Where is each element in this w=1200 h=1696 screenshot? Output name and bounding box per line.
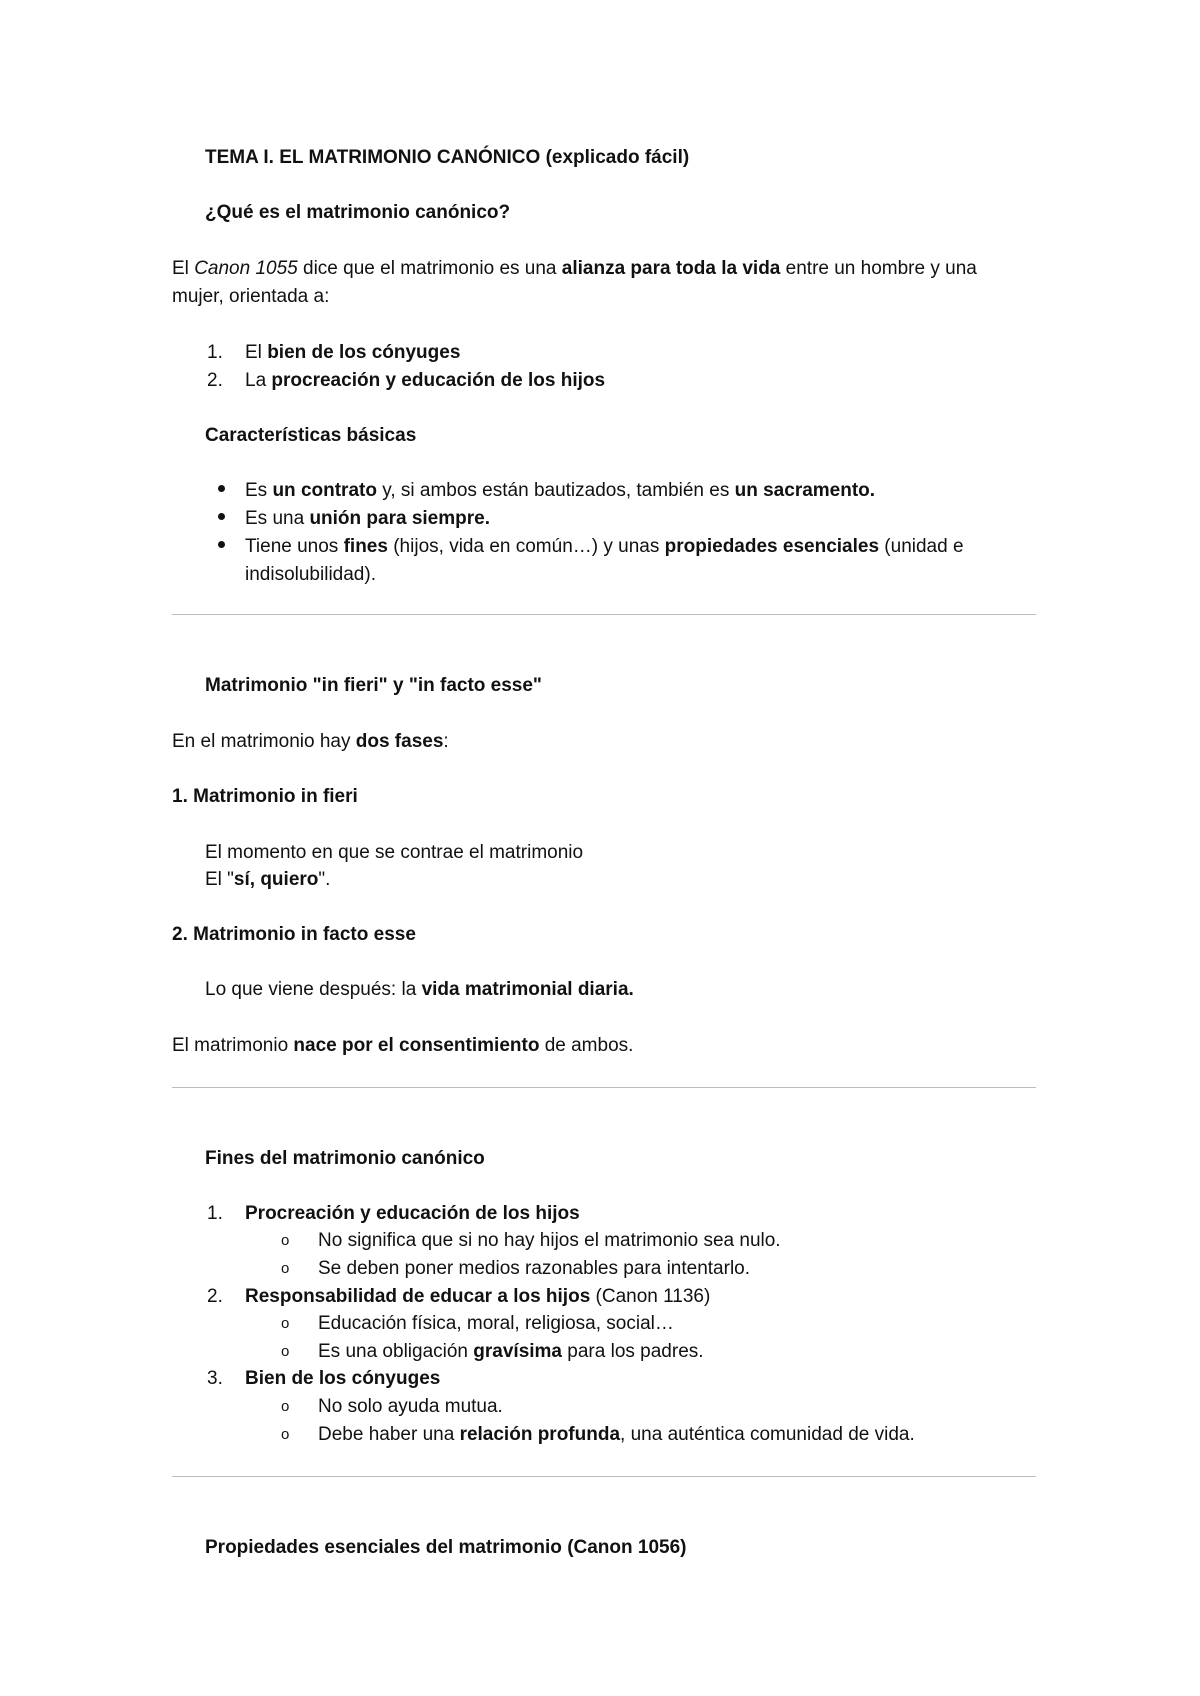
sub-list-item: Se deben poner medios razonables para intentarlo. <box>318 1258 751 1279</box>
bullet-item <box>245 534 964 560</box>
subheading-in-fieri: 1. Matrimonio in fieri <box>172 786 358 807</box>
emphasis: un sacramento. <box>734 480 876 501</box>
text: En el matrimonio hay <box>172 731 356 752</box>
text: Es una <box>245 508 310 529</box>
text: (unidad e <box>879 536 964 557</box>
list-number: 2. <box>207 1286 223 1307</box>
bullet-dot <box>218 541 225 548</box>
text: , una auténtica comunidad de vida. <box>620 1424 915 1445</box>
list-number: 1. <box>207 342 223 363</box>
emphasis: propiedades esenciales <box>664 536 880 557</box>
list-item <box>245 1201 580 1227</box>
section-heading-in-fieri: Matrimonio "in fieri" y "in facto esse" <box>205 675 542 696</box>
emphasis: alianza para toda la vida <box>561 258 781 279</box>
text: (Canon 1136) <box>590 1286 711 1307</box>
text: y, si ambos están bautizados, también es <box>376 480 735 501</box>
emphasis: Bien de los cónyuges <box>245 1368 441 1389</box>
emphasis: dos fases <box>355 731 444 752</box>
list-number: 1. <box>207 1203 223 1224</box>
sub-bullet-marker: o <box>281 1398 290 1415</box>
text: : <box>443 731 449 752</box>
list-item <box>245 1366 440 1392</box>
sub-bullet-marker: o <box>281 1343 290 1360</box>
emphasis: Procreación y educación de los hijos <box>245 1203 580 1224</box>
paragraph-closing <box>172 1033 633 1059</box>
emphasis: gravísima <box>473 1341 563 1362</box>
paragraph-canon-1055 <box>172 256 977 282</box>
sub-list-item: Educación física, moral, religiosa, social… <box>318 1313 674 1334</box>
subheading-in-facto-esse: 2. Matrimonio in facto esse <box>172 924 416 945</box>
paragraph-in-fieri-1: El momento en que se contrae el matrimonio <box>205 842 584 863</box>
text: entre un hombre y una <box>780 258 977 279</box>
sub-list-item <box>318 1422 915 1448</box>
sub-bullet-marker: o <box>281 1260 290 1277</box>
section-heading-propiedades: Propiedades esenciales del matrimonio (Canon 1056) <box>205 1537 687 1558</box>
text: El matrimonio <box>172 1035 294 1056</box>
emphasis: relación profunda <box>459 1424 621 1445</box>
list-number: 3. <box>207 1368 223 1389</box>
sub-list-item: No significa que si no hay hijos el matrimonio sea nulo. <box>318 1230 781 1251</box>
emphasis: procreación y educación de los hijos <box>271 370 606 391</box>
text: El " <box>205 869 234 890</box>
bullet-item-cont: indisolubilidad). <box>245 564 376 585</box>
bullet-item <box>245 478 875 504</box>
text: dice que el matrimonio es una <box>297 258 562 279</box>
emphasis: vida matrimonial diaria. <box>421 979 634 1000</box>
canon-ref: Canon 1055 <box>194 258 298 279</box>
paragraph-canon-1055-cont: mujer, orientada a: <box>172 286 330 307</box>
bullet-dot <box>218 485 225 492</box>
text: de ambos. <box>539 1035 634 1056</box>
bullet-item <box>245 506 490 532</box>
document-title: TEMA I. EL MATRIMONIO CANÓNICO (explicado fácil) <box>205 147 690 168</box>
paragraph-intro <box>172 729 449 755</box>
text: para los padres. <box>562 1341 704 1362</box>
text: (hijos, vida en común…) y unas <box>387 536 665 557</box>
list-number: 2. <box>207 370 223 391</box>
sub-bullet-marker: o <box>281 1426 290 1443</box>
emphasis: un contrato <box>272 480 377 501</box>
emphasis: Responsabilidad de educar a los hijos <box>245 1286 591 1307</box>
sub-list-item <box>318 1339 704 1365</box>
divider <box>172 1476 1036 1477</box>
text: Lo que viene después: la <box>205 979 422 1000</box>
emphasis: unión para siempre. <box>309 508 490 529</box>
text: El <box>172 258 195 279</box>
text: ". <box>318 869 331 890</box>
paragraph-in-facto-esse <box>205 977 634 1003</box>
paragraph-in-fieri-2 <box>205 867 330 893</box>
sub-bullet-marker: o <box>281 1232 290 1249</box>
sub-list-item: No solo ayuda mutua. <box>318 1396 503 1417</box>
list-item <box>245 368 605 394</box>
emphasis: sí, quiero <box>233 869 319 890</box>
sub-bullet-marker: o <box>281 1315 290 1332</box>
divider <box>172 1087 1036 1088</box>
text: La <box>245 370 272 391</box>
emphasis: fines <box>343 536 388 557</box>
list-item <box>245 1284 710 1310</box>
text: Tiene unos <box>245 536 344 557</box>
section-heading-fines: Fines del matrimonio canónico <box>205 1148 485 1169</box>
emphasis: nace por el consentimiento <box>293 1035 540 1056</box>
divider <box>172 614 1036 615</box>
text: Es <box>245 480 273 501</box>
subheading-characteristics: Características básicas <box>205 425 417 446</box>
bullet-dot <box>218 513 225 520</box>
list-item <box>245 340 460 366</box>
emphasis: bien de los cónyuges <box>267 342 461 363</box>
section-heading-what-is: ¿Qué es el matrimonio canónico? <box>205 202 511 223</box>
text: El <box>245 342 268 363</box>
text: Es una obligación <box>318 1341 474 1362</box>
text: Debe haber una <box>318 1424 460 1445</box>
